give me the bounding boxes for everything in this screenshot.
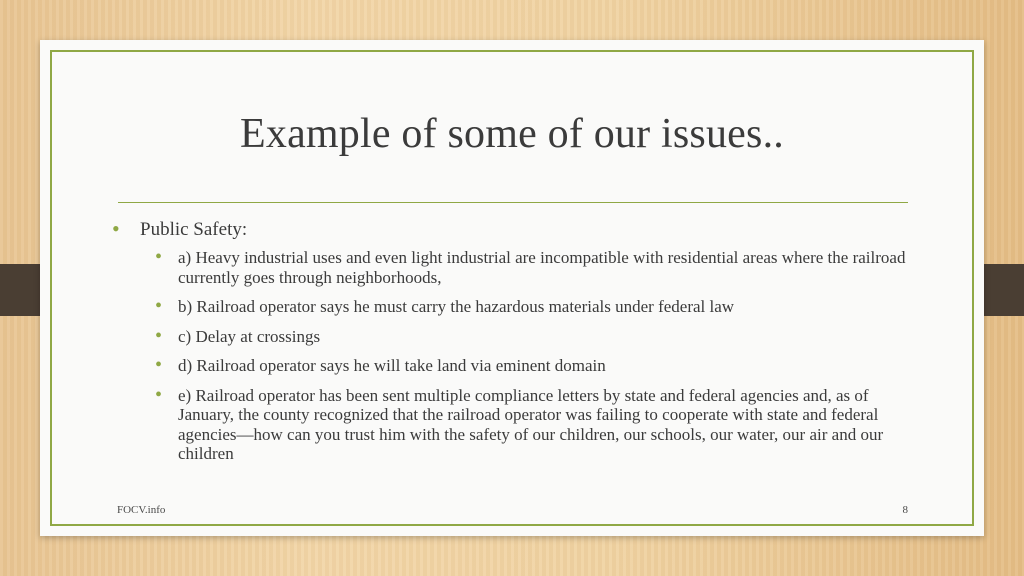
- slide-title: Example of some of our issues..: [240, 111, 784, 157]
- slide: [40, 40, 984, 536]
- sub-bullet-c: [140, 324, 912, 347]
- bullet-icon: •: [112, 216, 120, 241]
- sub-bullet-text: c) Delay at crossings: [178, 326, 321, 346]
- sub-bullet-d: [140, 356, 912, 376]
- bullet-list: [112, 218, 912, 474]
- bullet-heading: Public Safety:: [140, 219, 248, 240]
- sub-bullet-e: [140, 383, 912, 464]
- sub-bullet-text: a) Heavy industrial uses and even light industrial are incompatible with residential areas where the railroad currently goes through neighborhoods,: [178, 248, 906, 287]
- bullet-icon: •: [155, 354, 163, 376]
- page-number: 8: [902, 504, 908, 516]
- bullet-icon: •: [155, 295, 163, 317]
- sub-bullet-a: [140, 248, 912, 287]
- sub-bullet-text: b) Railroad operator says he must carry the hazardous materials under federal law: [178, 297, 735, 316]
- bullet-icon: •: [155, 246, 163, 268]
- sub-bullet-text: d) Railroad operator says he will take land via eminent domain: [178, 356, 606, 375]
- title-divider: [118, 202, 908, 203]
- bullet-public-safety: [112, 218, 912, 464]
- sub-bullet-list: [140, 248, 912, 464]
- bullet-icon: •: [155, 383, 163, 406]
- footer-source: FOCV.info: [117, 504, 166, 516]
- sub-bullet-b: [140, 297, 912, 317]
- bullet-icon: •: [155, 324, 163, 347]
- sub-bullet-text: e) Railroad operator has been sent multiple compliance letters by state and federal agencies and, as of January, the county recognized that the railroad operator was failing to cooperate with state and federal agencies—how can you trust him with the safety of our children, our schools, our water, our air and our children: [178, 385, 884, 463]
